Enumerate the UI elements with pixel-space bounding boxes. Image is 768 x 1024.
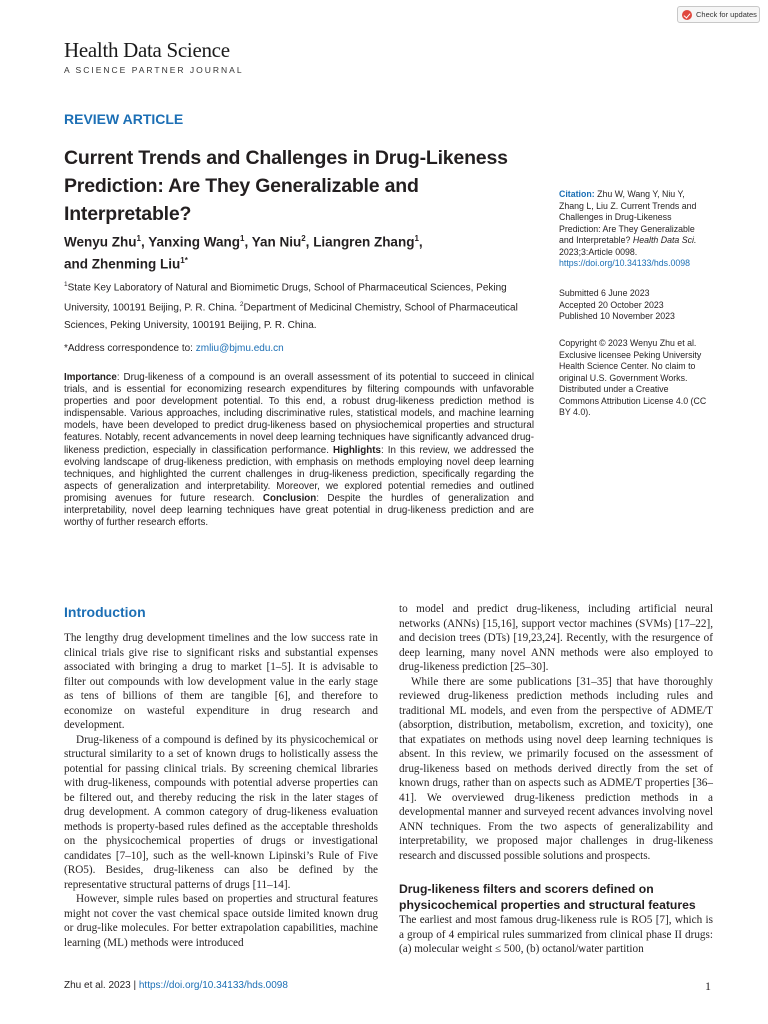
introduction-right-column: [399, 602, 713, 863]
citation-text: Zhu W, Wang Y, Niu Y, Zhang L, Liu Z. Current Trends and Challenges in Drug-Likeness Prediction: Are They Generalizable and Interpretable?: [559, 189, 697, 245]
affil-sup: 1: [64, 281, 68, 288]
correspondence-label: *Address correspondence to:: [64, 343, 193, 354]
check-for-updates-button[interactable]: [677, 6, 760, 23]
check-for-updates-label: Check for updates: [696, 10, 757, 19]
check-update-icon: [682, 10, 692, 20]
article-type: REVIEW ARTICLE: [64, 111, 184, 127]
abstract-highlights-text: : In this review, we addressed the evolving landscape of drug-likeness prediction, with emphasis on methods employing novel deep learning techniques, and highlighted the current challenges in drug-likeness prediction, specifically regarding the aspects of generalization and interpretability. Moreover, we explored potential remedies and outlined promising avenues for future research.: [64, 444, 535, 504]
citation-label: Citation:: [559, 189, 595, 199]
journal-subtitle: A SCIENCE PARTNER JOURNAL: [64, 65, 244, 75]
page-number: 1: [705, 979, 711, 993]
author-name: Yan Niu: [251, 234, 302, 250]
section2-column: [399, 913, 713, 957]
body-paragraph: Drug-likeness of a compound is defined by its physicochemical or structural similarity to a set of known drugs to holistically assess the potential for passing clinical trials. By screening chemical libraries with drug-likeness, compounds with potential adverse properties can be filtered out, and thereby reducing the risk in the later stages of drug development. A common category of drug-likeness evaluation methods is property-based rules defined as the acceptable thresholds on the physicochemical properties of drugs or investigational candidates [7–10], such as the well-known Lipinski’s Rule of Five (RO5). Besides, drug-likeness can also be defined by the representative structural patterns of drugs [11–14].: [64, 733, 378, 891]
body-paragraph: However, simple rules based on properties and structural features might not cover the vast chemical space outside limited known drug or drug-like molecules. For better extrapolation capabilities, machine learning (ML) methods were introduced: [64, 893, 378, 949]
abstract-conclusion-text: : Despite the hurdles of generalization and interpretability, novel deep learning techniques have great potential in drug-likeness prediction and are worthy of further research efforts.: [64, 492, 534, 529]
copyright-notice: Copyright © 2023 Wenyu Zhu et al. Exclusive licensee Peking University Health Science Center. No claim to original U.S. Government Works. Distributed under a Creative Commons Attribution License 4.0 (CC BY 4.0).: [559, 338, 707, 417]
citation-journal: Health Data Sci.: [632, 235, 697, 245]
affil-text: Department of Medicinal Chemistry, School of Pharmaceutical Sciences, Peking University, 100191 Beijing, P. R. China.: [64, 302, 518, 331]
author-list: Wenyu Zhu$^1$, Yanxing Wang$^1$, Yan Niu$^2$, Liangren Zhang$^1$, and Zhenming Liu$^{1*}$: [64, 234, 423, 271]
citation-doi-link[interactable]: https://doi.org/10.34133/hds.0098: [559, 258, 691, 268]
affiliations: [64, 276, 534, 334]
author-name: Yanxing Wang: [148, 234, 240, 250]
section-heading: Drug-likeness filters and scorers defined on physicochemical properties and structural features: [399, 882, 696, 912]
author-affil-sup: 2: [301, 234, 306, 243]
abstract-conclusion-label: Conclusion: [262, 492, 317, 504]
abstract-importance-text: : Drug-likeness of a compound is an overall assessment of its potential to succeed in clinical trials, and is essential for economizing research expenditures by filtering compounds with unfavorable properties and poor development potential. To this end, a robust drug-likeness prediction method is indispensable. Various approaches, including discriminative rules, statistical models, and machine learning models, have been developed to predict drug-likeness based on physiochemical properties and structural features. Notably, recent advancements in novel deep learning techniques have significantly advanced drug-likeness prediction, especially in classification performance.: [64, 372, 534, 456]
affil-text: State Key Laboratory of Natural and Biomimetic Drugs, School of Pharmaceutical Sciences, Peking University, 100191 Beijing, P. R. China.: [64, 282, 507, 314]
author-affil-sup: 1: [414, 234, 419, 243]
dates-box: [559, 288, 709, 323]
introduction-heading: Introduction: [64, 604, 146, 620]
accepted-date: Accepted 20 October 2023: [559, 299, 664, 310]
footer-citation: [64, 980, 288, 991]
introduction-left-column: [64, 631, 378, 950]
abstract-highlights-label: Highlights: [333, 444, 381, 456]
author-name: and Zhenming Liu: [64, 256, 181, 271]
published-date: Published 10 November 2023: [559, 311, 675, 321]
article-title: Current Trends and Challenges in Drug-Likeness Prediction: Are They Generalizable and Interpretable?: [64, 147, 508, 225]
author-affil-sup: 1: [136, 234, 141, 243]
author-affil-sup: 1*: [180, 255, 188, 265]
correspondence: [64, 343, 284, 354]
correspondence-email-link[interactable]: zmliu@bjmu.edu.cn: [195, 343, 284, 354]
affil-sup: 2: [239, 301, 244, 309]
abstract-importance-label: Importance: [64, 372, 117, 383]
author-name: Liangren Zhang: [313, 234, 415, 250]
citation-box: [559, 189, 709, 270]
footer-doi-link[interactable]: https://doi.org/10.34133/hds.0098: [138, 980, 288, 991]
footer-cite-text: Zhu et al. 2023 |: [64, 980, 139, 991]
body-paragraph: The lengthy drug development timelines and the low success rate in clinical trials give rise to significant risks and substantial expenses associated with bringing a drug to market [1–5]. It is advisable to filter out compounds with low development value in the early stage as tens of billions of them are tangible [6], and therefore to economize on wasteful expenditure in drug research and development.: [64, 632, 378, 731]
submitted-date: Submitted 6 June 2023: [559, 288, 650, 298]
journal-name: Health Data Science: [64, 38, 230, 62]
body-paragraph: to model and predict drug-likeness, including artificial neural networks (ANNs) [15,16], support vector machines (SVMs) [17–22], and decision trees (DTs) [19,23,24]. Recently, with the resurgence of deep learning, many novel ANN methods were also employed to drug-likeness prediction [25–30].: [399, 603, 713, 673]
author-affil-sup: 1: [239, 234, 245, 243]
author-name: Wenyu Zhu: [64, 234, 137, 250]
citation-year: 2023;3:Article 0098.: [559, 246, 638, 257]
body-paragraph: The earliest and most famous drug-likeness rule is RO5 [7], which is a group of 4 empirical rules summarized from clinical phase II drugs: (a) molecular weight ≤ 500, (b) octanol/water partition: [399, 914, 713, 955]
body-paragraph: While there are some publications [31–35] that have thoroughly reviewed drug-likeness prediction methods including rules and traditional ML models, and even from the perspective of ADME/T (absorption, distribution, metabolism, excretion, and toxicity), one that expatiates on methods using novel deep learning techniques is absent. In this review, we primarily focused on the assessment of drug-likeness based on methods derived directly from the set of known drugs, rather than on aspects such as ADME/T properties [36–41]. We overviewed drug-likeness prediction methods in a developmental manner and surveyed recent advances involving novel ANN techniques. From the two aspects of generalizability and interpretability, we proposed major challenges in drug-likeness research and discussed possible solutions and prospects.: [399, 675, 713, 862]
abstract: [64, 372, 534, 529]
